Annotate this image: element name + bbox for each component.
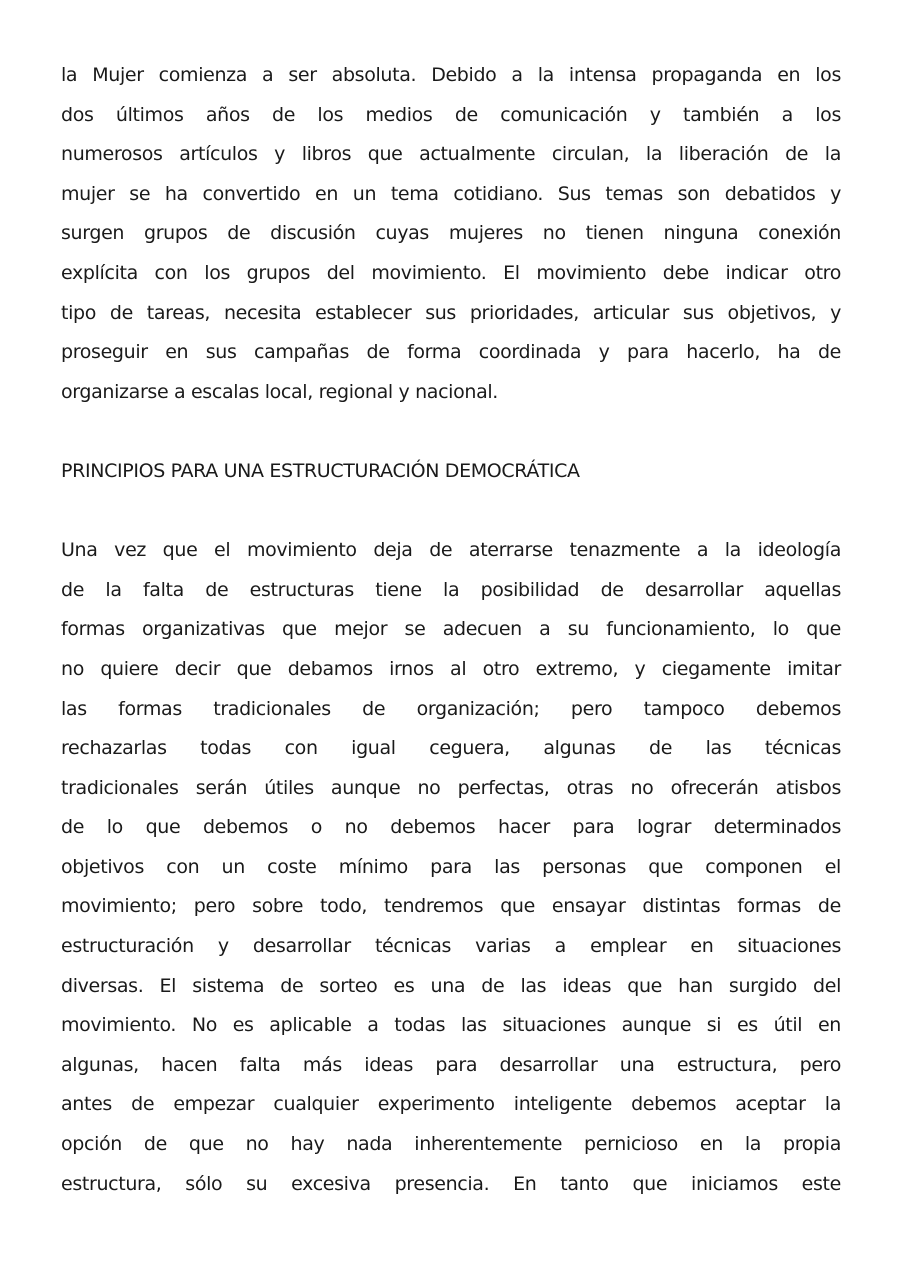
text-line: proseguir en sus campañas de forma coordinada y para hacerlo, ha de [61,341,841,364]
text-line: movimiento; pero sobre todo, tendremos que ensayar distintas formas de [61,895,841,918]
paragraph-spacer [61,412,841,452]
text-line: explícita con los grupos del movimiento. El movimiento debe indicar otro [61,261,841,284]
text-line: dos últimos años de los medios de comunicación y también a los [61,103,841,126]
document-page [61,56,841,1204]
text-line: Una vez que el movimiento deja de aterrarse tenazmente a la ideología [61,539,841,562]
text-line: estructuración y desarrollar técnicas varias a emplear en situaciones [61,935,841,958]
text-line: las formas tradicionales de organización; pero tampoco debemos [61,697,841,720]
text-line: algunas, hacen falta más ideas para desarrollar una estructura, pero [61,1053,841,1076]
paragraph-principles [61,531,841,1204]
section-heading: PRINCIPIOS PARA UNA ESTRUCTURACIÓN DEMOCRÁTICA [61,459,580,482]
text-line: diversas. El sistema de sorteo es una de las ideas que han surgido del [61,974,841,997]
paragraph-spacer [61,492,841,532]
text-line: mujer se ha convertido en un tema cotidiano. Sus temas son debatidos y [61,182,841,205]
text-line: tradicionales serán útiles aunque no perfectas, otras no ofrecerán atisbos [61,776,841,799]
text-line: numerosos artículos y libros que actualmente circulan, la liberación de la [61,143,841,166]
text-line: de la falta de estructuras tiene la posibilidad de desarrollar aquellas [61,578,841,601]
text-line: de lo que debemos o no debemos hacer para lograr determinados [61,816,841,839]
text-line: rechazarlas todas con igual ceguera, algunas de las técnicas [61,737,841,760]
text-line: antes de empezar cualquier experimento inteligente debemos aceptar la [61,1093,841,1116]
paragraph-intro [61,56,841,412]
text-line: surgen grupos de discusión cuyas mujeres no tienen ninguna conexión [61,222,841,245]
text-line: objetivos con un coste mínimo para las personas que componen el [61,855,841,878]
text-line: no quiere decir que debamos irnos al otro extremo, y ciegamente imitar [61,657,841,680]
text-line: organizarse a escalas local, regional y nacional. [61,380,498,403]
text-line: opción de que no hay nada inherentemente pernicioso en la propia [61,1133,841,1156]
text-line: formas organizativas que mejor se adecuen a su funcionamiento, lo que [61,618,841,641]
text-line: estructura, sólo su excesiva presencia. En tanto que iniciamos este [61,1172,841,1195]
text-line: movimiento. No es aplicable a todas las situaciones aunque si es útil en [61,1014,841,1037]
text-line: la Mujer comienza a ser absoluta. Debido a la intensa propaganda en los [61,64,841,86]
text-line: tipo de tareas, necesita establecer sus prioridades, articular sus objetivos, y [61,301,841,324]
